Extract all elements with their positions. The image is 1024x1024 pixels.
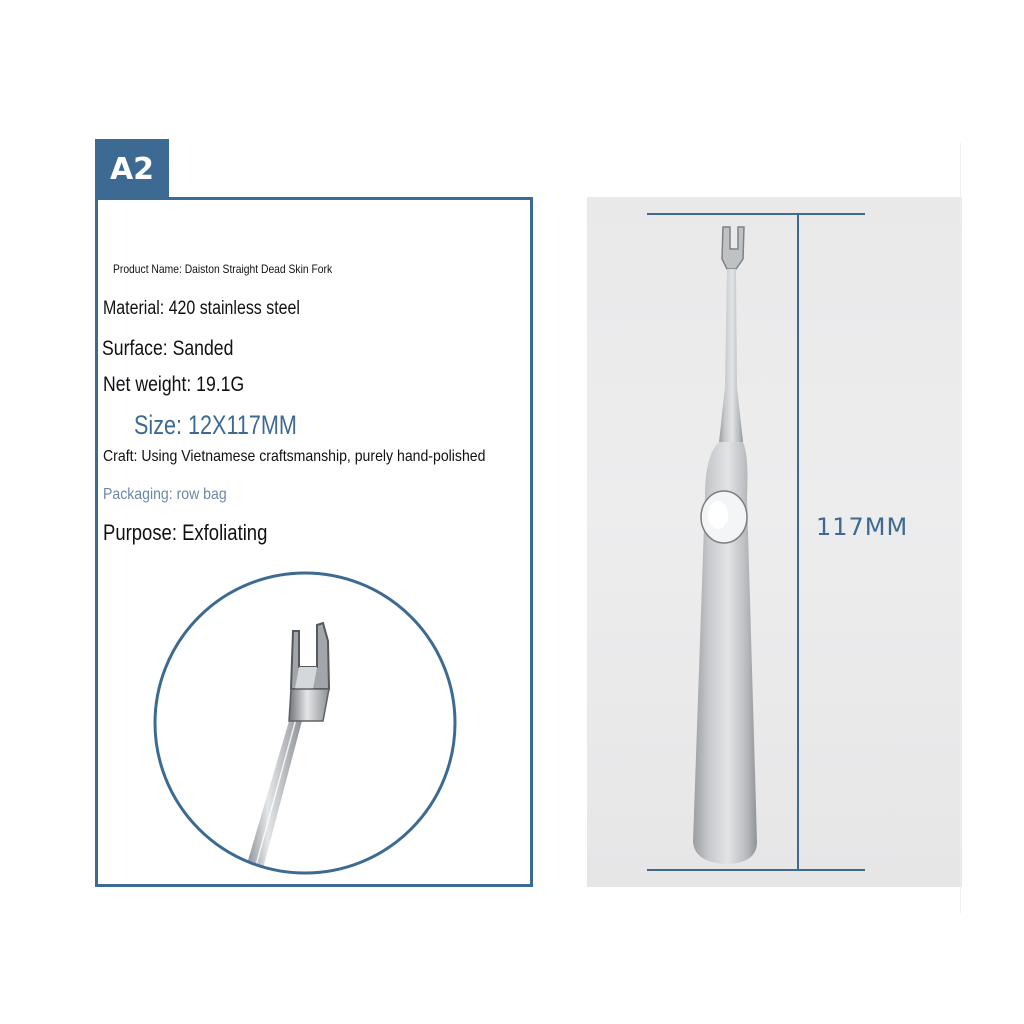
spec-purpose: Purpose: Exfoliating xyxy=(103,520,268,545)
variant-badge: A2 xyxy=(95,139,169,199)
dimension-label: 117MM xyxy=(816,513,909,541)
spec-craft: Craft: Using Vietnamese craftsmanship, purely hand-polished xyxy=(103,448,486,465)
spec-material: Material: 420 stainless steel xyxy=(103,298,300,319)
spec-net-weight: Net weight: 19.1G xyxy=(103,373,245,396)
spec-size: Size: 12X117MM xyxy=(134,410,297,440)
fork-tool-icon xyxy=(693,227,757,864)
product-photo xyxy=(587,197,962,887)
spec-packaging: Packaging: row bag xyxy=(103,486,227,503)
spec-product-name: Product Name: Daiston Straight Dead Skin Fork xyxy=(113,262,333,276)
tip-closeup-image xyxy=(153,571,457,875)
spec-surface: Surface: Sanded xyxy=(102,337,234,360)
divider xyxy=(960,143,961,913)
